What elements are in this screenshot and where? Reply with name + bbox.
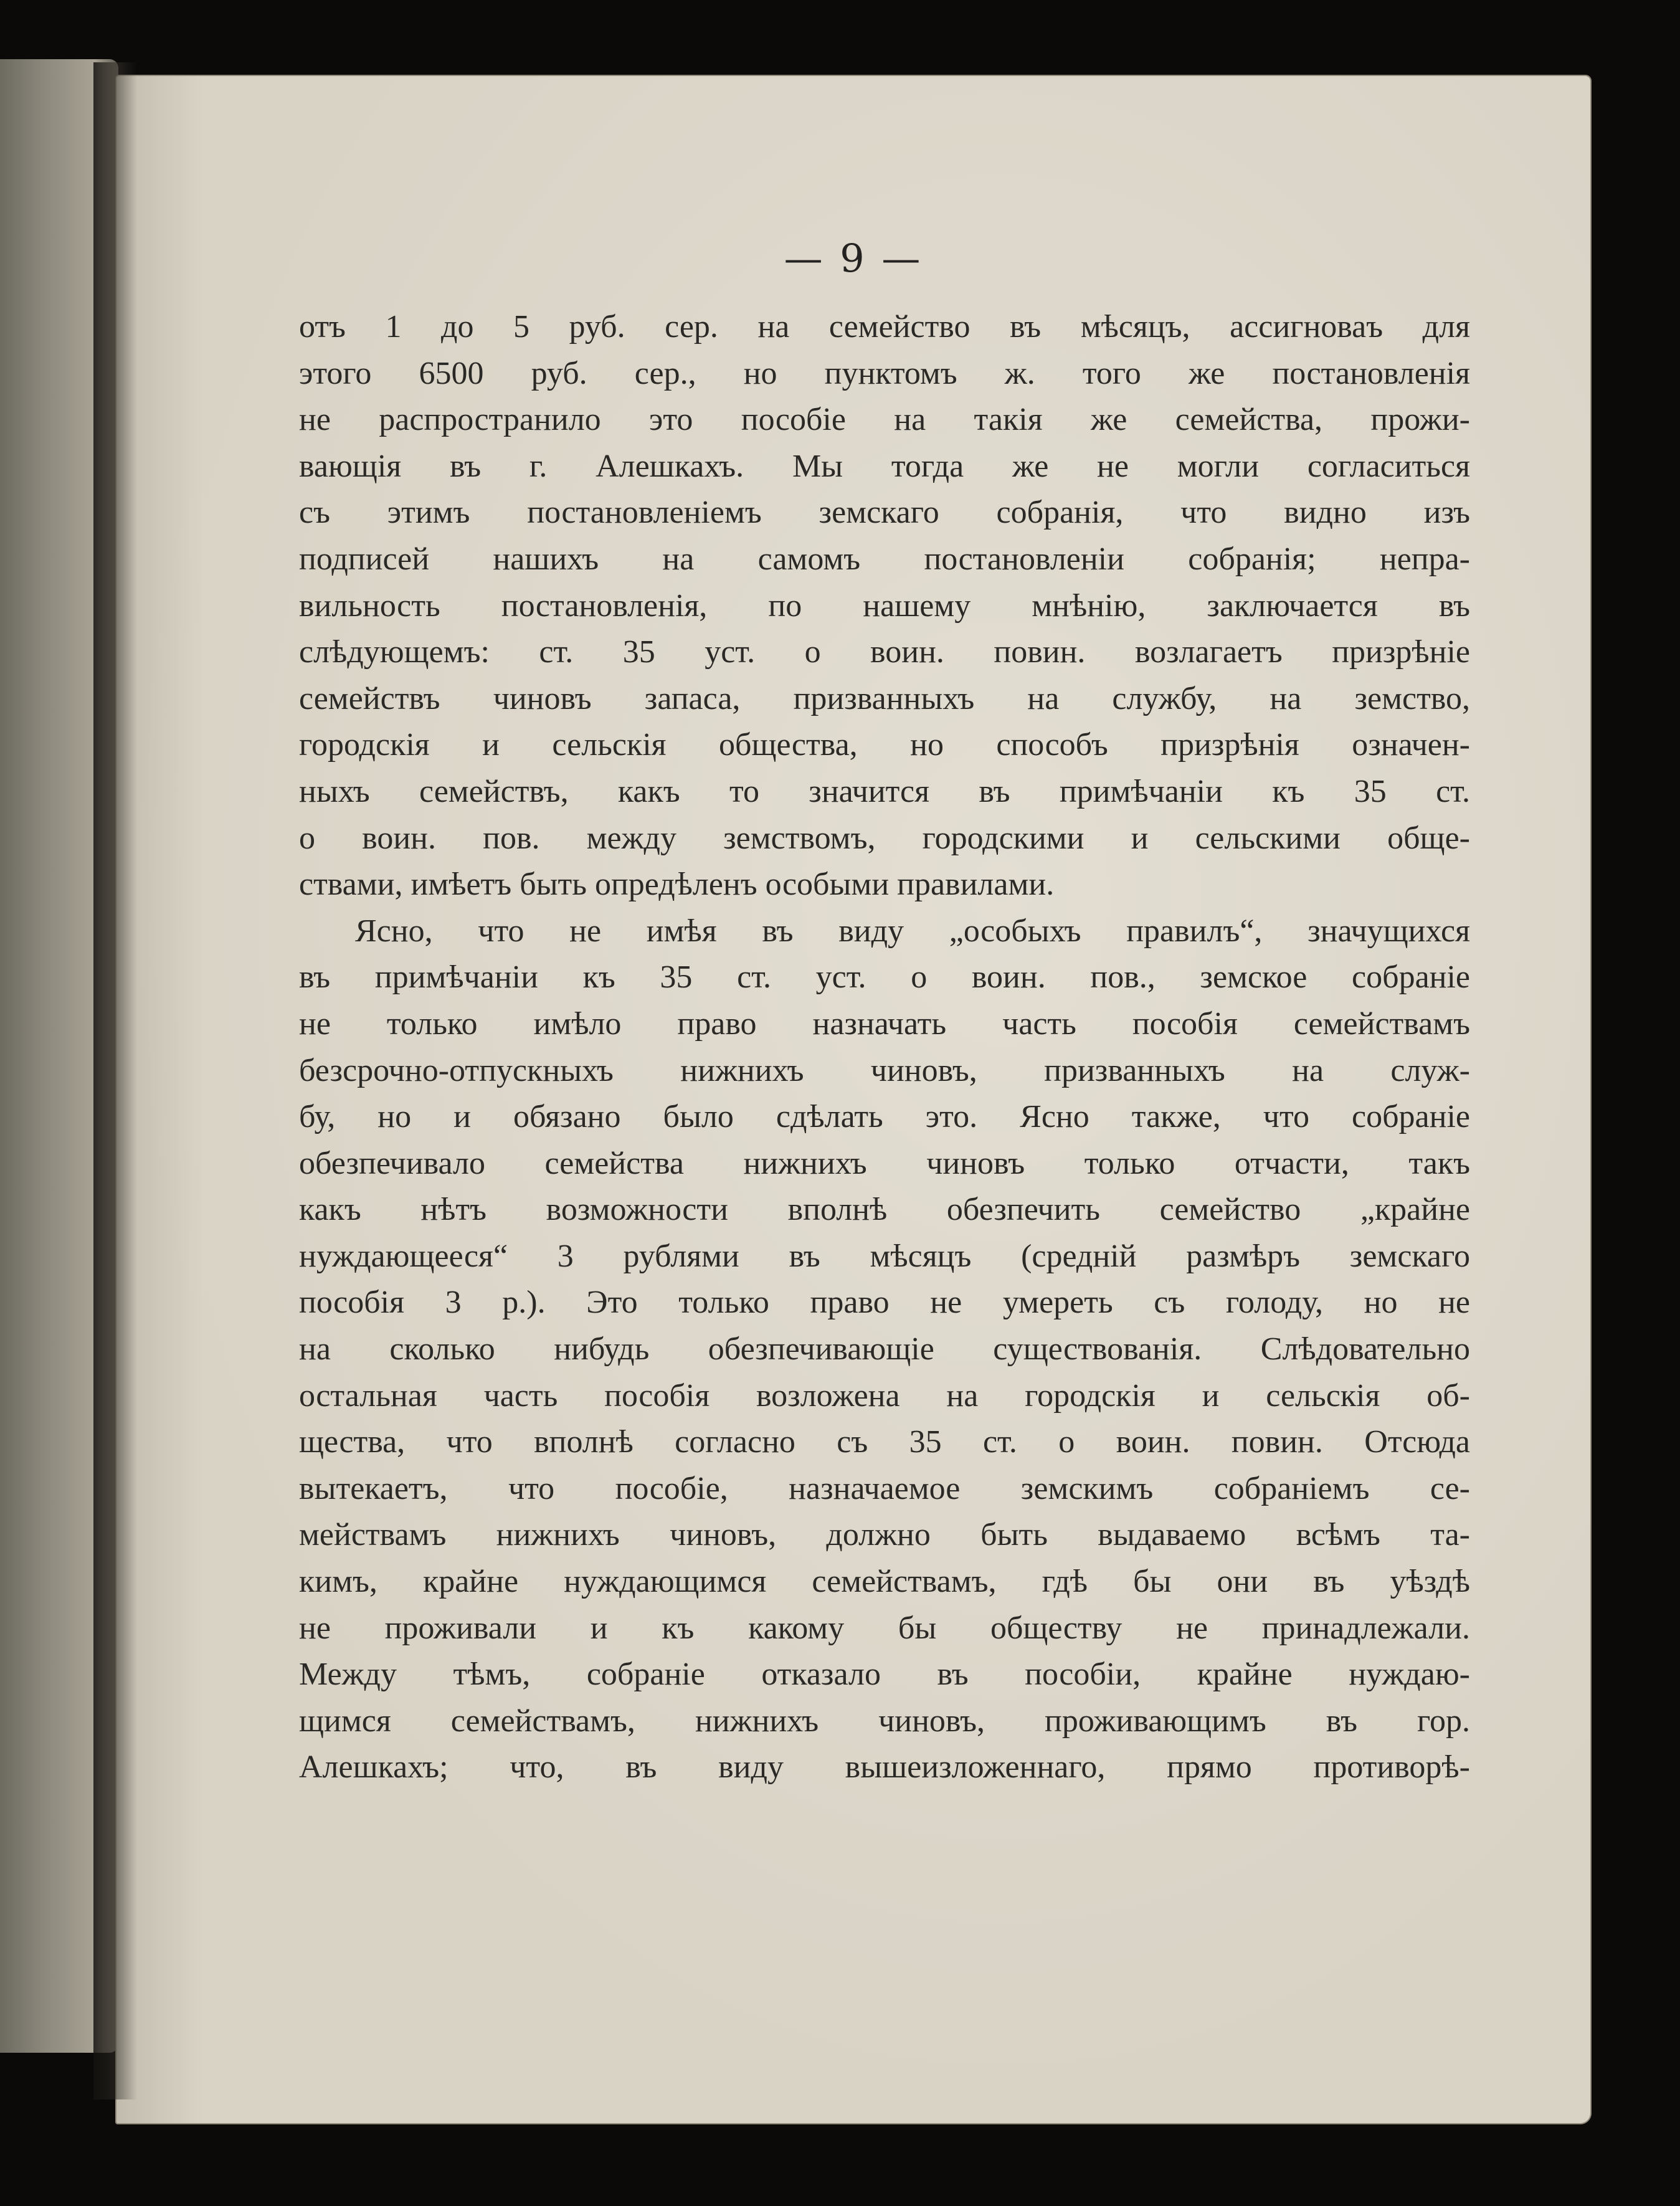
text-line: безсрочно-отпускныхъ нижнихъ чиновъ, призванныхъ на служ- <box>299 1052 1470 1088</box>
text-line: остальная часть пособія возложена на городскія и сельскія об- <box>299 1377 1470 1414</box>
text-line: нуждающееся“ 3 рублями въ мѣсяцъ (средній размѣръ земскаго <box>299 1238 1470 1274</box>
text-line: отъ 1 до 5 руб. сер. на семейство въ мѣсяцъ, ассигноваъ для <box>299 309 1470 345</box>
text-line: городскія и сельскія общества, но способъ призрѣнія означен- <box>299 727 1470 763</box>
text-line: вильность постановленія, по нашему мнѣнію, заключается въ <box>299 587 1470 624</box>
book-page <box>115 75 1592 2124</box>
text-line: этого 6500 руб. сер., но пунктомъ ж. того же постановленія <box>299 355 1470 391</box>
text-line: о воин. пов. между земствомъ, городскими и сельскими обще- <box>299 820 1470 856</box>
text-line: не распространило это пособіе на такія же семейства, прожи- <box>299 402 1470 438</box>
page-number: — 9 — <box>784 235 923 281</box>
text-line: бу, но и обязано было сдѣлать это. Ясно также, что собраніе <box>299 1099 1470 1135</box>
text-line: съ этимъ постановленіемъ земскаго собранія, что видно изъ <box>299 495 1470 531</box>
text-line: щества, что вполнѣ согласно съ 35 ст. о воин. повин. Отсюда <box>299 1424 1470 1460</box>
text-line: Между тѣмъ, собраніе отказало въ пособіи, крайне нуждаю- <box>299 1657 1470 1693</box>
text-line: подписей нашихъ на самомъ постановленіи собранія; непра- <box>299 541 1470 577</box>
text-line: какъ нѣтъ возможности вполнѣ обезпечить семейство „крайне <box>299 1192 1470 1228</box>
text-line: обезпечивало семейства нижнихъ чиновъ только отчасти, такъ <box>299 1145 1470 1181</box>
text-line: на сколько нибудь обезпечивающіе существованія. Слѣдовательно <box>299 1331 1470 1367</box>
text-line: вытекаетъ, что пособіе, назначаемое земскимъ собраніемъ се- <box>299 1470 1470 1506</box>
text-line: пособія 3 р.). Это только право не умереть съ голоду, но не <box>299 1285 1470 1321</box>
text-line: ныхъ семействъ, какъ то значится въ примѣчаніи къ 35 ст. <box>299 773 1470 809</box>
text-line: Алешкахъ; что, въ виду вышеизложеннаго, прямо противорѣ- <box>299 1749 1470 1785</box>
text-line: Ясно, что не имѣя въ виду „особыхъ правилъ“, значущихся <box>355 913 1470 949</box>
gutter-shadow <box>93 62 137 2099</box>
text-line: кимъ, крайне нуждающимся семействамъ, гдѣ бы они въ уѣздѣ <box>299 1564 1470 1600</box>
text-line: вающія въ г. Алешкахъ. Мы тогда же не могли согласиться <box>299 448 1470 484</box>
text-line: семействъ чиновъ запаса, призванныхъ на службу, на земство, <box>299 680 1470 716</box>
text-line: слѣдующемъ: ст. 35 уст. о воин. повин. возлагаетъ призрѣніе <box>299 634 1470 670</box>
text-line: не проживали и къ какому бы обществу не принадлежали. <box>299 1610 1470 1646</box>
text-line: щимся семействамъ, нижнихъ чиновъ, проживающимъ въ гор. <box>299 1703 1470 1739</box>
text-line: въ примѣчаніи къ 35 ст. уст. о воин. пов., земское собраніе <box>299 959 1470 996</box>
body-text <box>299 304 1470 1791</box>
text-line: не только имѣло право назначать часть пособія семействамъ <box>299 1006 1470 1042</box>
text-line: мействамъ нижнихъ чиновъ, должно быть выдаваемо всѣмъ та- <box>299 1517 1470 1553</box>
text-line: ствами, имѣетъ быть опредѣленъ особыми правилами. <box>299 867 1055 903</box>
